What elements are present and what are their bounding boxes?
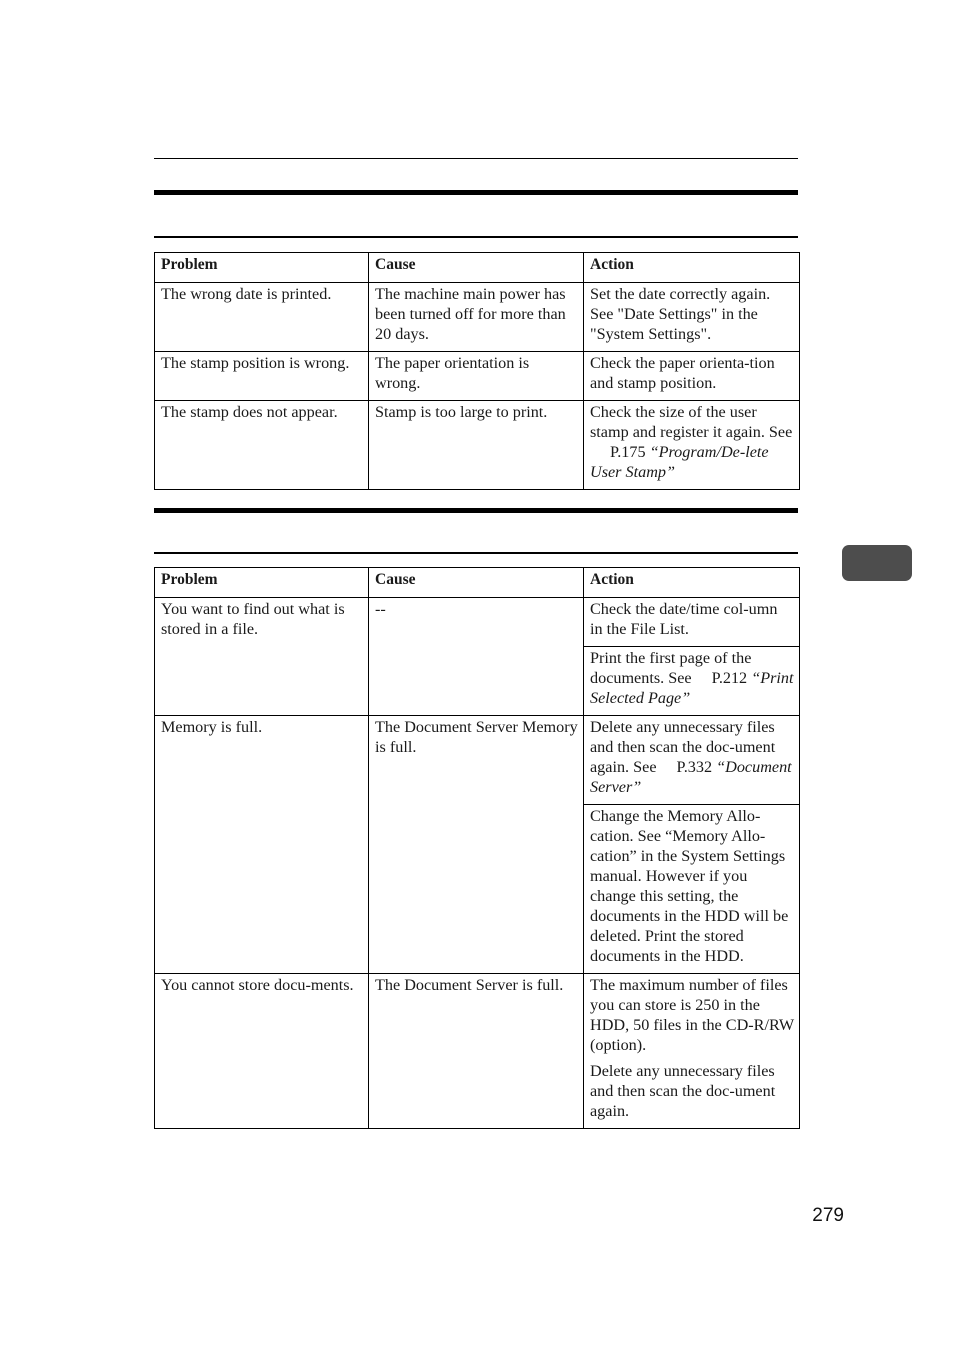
action-cell: Check the date/time col-umn in the File List. — [584, 598, 800, 647]
header-action: Action — [584, 253, 800, 283]
section-2-heading-bar — [154, 508, 798, 513]
table-row — [155, 716, 800, 805]
action-cell — [584, 647, 800, 716]
problem-cell: You want to find out what is stored in a file. — [155, 598, 369, 716]
table-header-row — [155, 253, 800, 283]
action-cell: Set the date correctly again. See "Date Settings" in the "System Settings". — [584, 283, 800, 352]
cause-cell: The Document Server Memory is full. — [369, 716, 584, 974]
document-server-troubleshooting-table — [154, 567, 800, 1129]
page-reference: P.332 — [676, 758, 713, 776]
action-paragraph: Delete any unnecessary files and then scan the doc-ument again. — [590, 1062, 776, 1120]
action-text: Print the first page of the documents. See — [590, 649, 752, 687]
action-paragraph: The maximum number of files you can store is 250 in the HDD, 50 files in the CD-R/RW (option). — [590, 976, 794, 1054]
page-reference: P.212 — [711, 669, 748, 687]
reference-title: “Document Server” — [590, 758, 792, 796]
reference-title: “Print Selected Page” — [590, 669, 794, 707]
header-action: Action — [584, 568, 800, 598]
table-row — [155, 598, 800, 647]
header-problem: Problem — [155, 253, 369, 283]
page-number: 279 — [812, 1205, 844, 1226]
action-cell — [584, 401, 800, 490]
section-2-subheading-rule — [154, 552, 798, 554]
cause-cell: The machine main power has been turned off for more than 20 days. — [369, 283, 584, 352]
problem-cell: The stamp position is wrong. — [155, 352, 369, 401]
table-row — [155, 283, 800, 352]
table-header-row — [155, 568, 800, 598]
problem-cell: You cannot store docu-ments. — [155, 974, 369, 1129]
problem-cell: The wrong date is printed. — [155, 283, 369, 352]
action-cell: Check the paper orienta-tion and stamp position. — [584, 352, 800, 401]
action-cell — [584, 974, 800, 1129]
problem-cell: Memory is full. — [155, 716, 369, 974]
reference-title: “Program/De-lete User Stamp” — [590, 443, 769, 481]
problem-cell: The stamp does not appear. — [155, 401, 369, 490]
cause-cell: The paper orientation is wrong. — [369, 352, 584, 401]
header-cause: Cause — [369, 568, 584, 598]
header-problem: Problem — [155, 568, 369, 598]
cause-cell: Stamp is too large to print. — [369, 401, 584, 490]
header-rule — [154, 158, 798, 159]
table-row — [155, 974, 800, 1129]
cause-cell: -- — [369, 598, 584, 716]
table-row — [155, 401, 800, 490]
action-cell: Change the Memory Allo-cation. See “Memory Allo-cation” in the System Settings manual. However if you change this setting, the documents in the HDD will be deleted. Print the stored documents in the HDD. — [584, 805, 800, 974]
action-cell — [584, 716, 800, 805]
table-row — [155, 352, 800, 401]
action-text: Delete any unnecessary files and then scan the doc-ument again. See — [590, 718, 776, 776]
stamp-troubleshooting-table — [154, 252, 800, 490]
section-1-heading-bar — [154, 190, 798, 195]
action-text: Check the size of the user stamp and register it again. See — [590, 403, 793, 441]
header-cause: Cause — [369, 253, 584, 283]
section-1-subheading-rule — [154, 236, 798, 238]
page-reference: P.175 — [610, 443, 646, 461]
chapter-thumb-tab — [842, 545, 912, 581]
cause-cell: The Document Server is full. — [369, 974, 584, 1129]
